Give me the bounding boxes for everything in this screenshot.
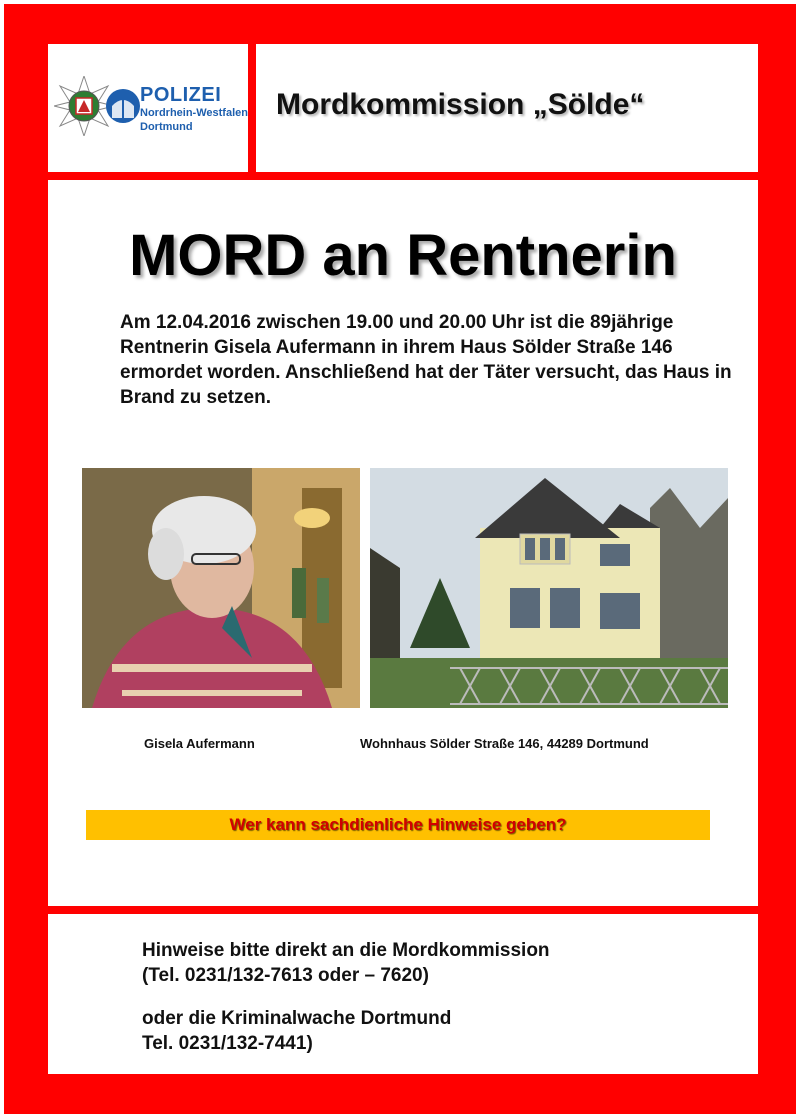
main-panel (48, 180, 758, 906)
contact-homicide (142, 938, 742, 988)
victim-caption: Gisela Aufermann (144, 736, 255, 751)
red-frame (4, 4, 796, 1114)
header-panel (256, 44, 758, 172)
logo-city: Dortmund (140, 121, 193, 133)
contact-homicide-phone: (Tel. 0231/132-7613 oder – 7620) (142, 965, 429, 986)
intro-text: Am 12.04.2016 zwischen 19.00 und 20.00 Uhr ist die 89jährige Rentnerin Gisela Aufermann in ihrem Haus Sölder Straße 146 ermordet worden. Anschließend hat der Täter versucht, das Haus in Brand zu setzen. (120, 312, 732, 408)
house-photo-illustration (370, 468, 728, 708)
contact-homicide-label: Hinweise bitte direkt an die Mordkommission (142, 940, 550, 961)
logo-title: POLIZEI (140, 84, 222, 106)
appeal-banner: Wer kann sachdienliche Hinweise geben? (86, 810, 710, 840)
logo-text (140, 84, 248, 134)
house-caption: Wohnhaus Sölder Straße 146, 44289 Dortmund (360, 736, 649, 751)
house-photo (370, 468, 728, 708)
contact-criminal-watch-phone: Tel. 0231/132-7441) (142, 1033, 313, 1054)
headline: MORD an Rentnerin (129, 223, 677, 288)
victim-photo-illustration (82, 468, 360, 708)
logo-state: Nordrhein-Westfalen (140, 107, 248, 119)
logo-panel (48, 44, 248, 172)
footer-panel (48, 914, 758, 1074)
police-star-icon (54, 76, 114, 136)
contact-criminal-watch-label: oder die Kriminalwache Dortmund (142, 1008, 452, 1029)
victim-photo (82, 468, 360, 708)
nrw-emblem-icon (106, 84, 140, 128)
contact-criminal-watch (142, 1006, 742, 1056)
page-title: Mordkommission „Sölde“ (276, 88, 645, 121)
